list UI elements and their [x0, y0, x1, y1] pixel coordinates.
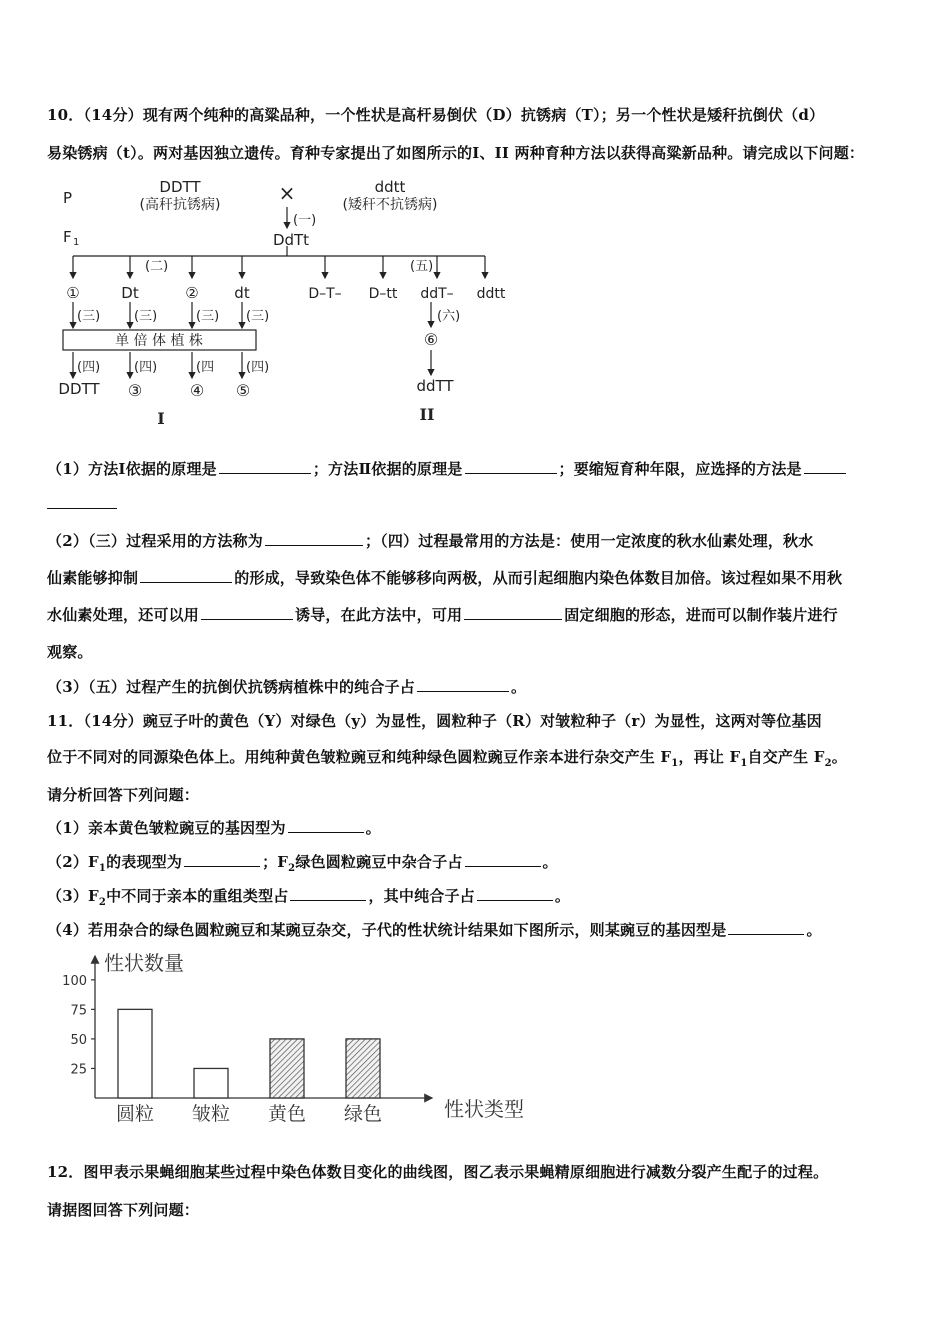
- q11-sub2-text-a: （2）F: [47, 853, 99, 871]
- product-4: ⑤: [235, 381, 251, 400]
- step-4-d: (四): [246, 360, 270, 375]
- step-3-d: (三): [246, 309, 270, 324]
- category-label-3: 绿色: [343, 1103, 383, 1125]
- answer-blank[interactable]: [290, 899, 366, 901]
- result-II: ddTT: [416, 377, 454, 395]
- parent2-genotype: ddtt: [374, 178, 406, 196]
- q11-sub3-text-b: 中不同于亲本的重组类型占: [106, 887, 289, 905]
- method-I-label: I: [157, 409, 165, 428]
- method-II-label: II: [419, 405, 435, 424]
- subscript: 1: [740, 758, 748, 769]
- subscript: 2: [98, 897, 107, 908]
- answer-blank[interactable]: [184, 865, 260, 867]
- answer-blank[interactable]: [464, 618, 562, 620]
- q10-sub2-text-a: （2）（三）过程采用的方法称为: [47, 532, 263, 550]
- step-1: (一): [293, 213, 317, 228]
- step-5: (五): [410, 259, 434, 274]
- bar-2: [270, 1039, 304, 1098]
- answer-blank[interactable]: [465, 865, 541, 867]
- q11-sub2-text-b: 的表现型为: [106, 853, 183, 871]
- q10-line1: 10．（14分）现有两个纯种的高粱品种，一个性状是高杆易倒伏（D）抗锈病（T）；另一个性状是矮秆抗倒伏（d）: [47, 106, 825, 124]
- answer-blank[interactable]: [201, 618, 293, 620]
- q11-sub3: [47, 885, 570, 908]
- category-label-1: 皱粒: [191, 1103, 231, 1125]
- step-6: (六): [437, 309, 461, 324]
- q10-sub2-text-b: ；（四）过程最常用的方法是：使用一定浓度的秋水仙素处理，秋水: [364, 532, 814, 550]
- q11-sub1-text-a: （1）亲本黄色皱粒豌豆的基因型为: [47, 819, 286, 837]
- product-2: ③: [127, 381, 143, 400]
- answer-blank[interactable]: [140, 581, 232, 583]
- parent2-desc: (矮秆不抗锈病): [342, 197, 438, 213]
- q11-line2-text-a: 位于不同对的同源染色体上。用纯种黄色皱粒豌豆和纯种绿色圆粒豌豆作亲本进行杂交产生 F: [47, 748, 672, 766]
- gamete-1: ①: [66, 284, 80, 302]
- y-axis-label: 性状数量: [104, 951, 184, 975]
- q10-sub1-text-c: ；要缩短育种年限，应选择的方法是: [558, 460, 802, 478]
- q11-sub3-text-d: 。: [554, 887, 571, 905]
- q11-sub4-text-b: 。: [806, 921, 822, 939]
- step-3-b: (三): [134, 309, 158, 324]
- y-tick-label: 25: [70, 1062, 87, 1078]
- q10-sub2-text-d: 的形成，导致染色体不能够移向两极，从而引起细胞内染色体数目加倍。该过程如果不用秋: [234, 569, 843, 587]
- parent1-genotype: DDTT: [159, 178, 201, 196]
- y-tick-label: 75: [70, 1003, 87, 1019]
- q10-sub2-text-c: 仙素能够抑制: [47, 569, 139, 587]
- subscript: 1: [98, 863, 107, 874]
- q11-line2-text-b: ，再让 F: [678, 748, 741, 766]
- product-3: ④: [189, 381, 205, 400]
- y-tick-label: 100: [62, 973, 87, 989]
- q10-sub3: [47, 676, 526, 697]
- q11-sub2-text-c: ；F: [262, 853, 289, 871]
- bar-1: [194, 1068, 228, 1098]
- trait-bar-chart: [60, 948, 550, 1133]
- q10-sub2-text-e: 水仙素处理，还可以用: [47, 606, 200, 624]
- q11-line3: 请分析回答下列问题：: [47, 786, 200, 804]
- answer-blank[interactable]: [219, 472, 311, 474]
- step-4-b: (四): [134, 360, 158, 375]
- q10-sub1-cont: [47, 495, 119, 513]
- q11-sub3-text-c: ，其中纯合子占: [368, 887, 475, 905]
- f2-type-4: ddtt: [476, 286, 506, 302]
- f2-type-1: D–T–: [308, 286, 342, 302]
- q10-sub2-line2: [47, 567, 842, 588]
- label-p: P: [63, 189, 73, 207]
- y-tick-label: 50: [70, 1032, 87, 1048]
- answer-blank[interactable]: [804, 472, 846, 474]
- q11-sub4: [47, 919, 822, 940]
- answer-blank[interactable]: [265, 544, 363, 546]
- step-2: (二): [145, 259, 169, 274]
- q11-sub4-text-a: （4）若用杂合的绿色圆粒豌豆和某豌豆杂交，子代的性状统计结果如下图所示，则某豌豆的基因型是: [47, 921, 727, 939]
- q10-sub2-text-g: 固定细胞的形态，进而可以制作装片进行: [564, 606, 838, 624]
- answer-blank[interactable]: [465, 472, 557, 474]
- label-f1-sub: 1: [73, 237, 80, 248]
- q12-line2: 请据图回答下列问题：: [47, 1201, 200, 1219]
- q10-sub1-text-a: （1）方法Ⅰ依据的原理是: [47, 460, 217, 478]
- bar-0: [118, 1009, 152, 1098]
- haploid-label: 单 倍 体 植 株: [115, 333, 203, 349]
- q11-line1: 11．（14分）豌豆子叶的黄色（Y）对绿色（y）为显性，圆粒种子（R）对皱粒种子（r）为显性，这两对等位基因: [47, 712, 822, 730]
- circle-6: ⑥: [423, 330, 439, 349]
- q11-line2-text-c: 自交产生 F: [747, 748, 825, 766]
- q10-sub2-line3: [47, 604, 838, 625]
- q11-sub2-text-e: 。: [542, 853, 558, 871]
- bar-3: [346, 1039, 380, 1098]
- q10-sub2-line1: [47, 530, 813, 551]
- step-3-a: (三): [77, 309, 101, 324]
- f2-type-3: ddT–: [420, 286, 454, 302]
- q10-sub3-text-a: （3）（五）过程产生的抗倒伏抗锈病植株中的纯合子占: [47, 678, 415, 696]
- q10-sub1: [47, 458, 848, 479]
- q10-line2: 易染锈病（t）。两对基因独立遗传。育种专家提出了如图所示的I、II 两种育种方法以获得高粱新品种。请完成以下问题：: [47, 144, 865, 162]
- answer-blank[interactable]: [47, 507, 117, 509]
- category-label-2: 黄色: [267, 1103, 307, 1125]
- q11-sub3-text-a: （3）F: [47, 887, 99, 905]
- q10-sub2-text-f: 诱导，在此方法中，可用: [295, 606, 463, 624]
- label-f1: F: [63, 228, 72, 246]
- category-label-0: 圆粒: [115, 1103, 155, 1125]
- answer-blank[interactable]: [728, 933, 804, 935]
- gamete-2: Dt: [121, 284, 139, 302]
- step-3-c: (三): [196, 309, 220, 324]
- q11-sub2: [47, 851, 558, 874]
- answer-blank[interactable]: [417, 690, 509, 692]
- gamete-4: dt: [234, 284, 250, 302]
- answer-blank[interactable]: [477, 899, 553, 901]
- q10-sub2-line4: 观察。: [47, 643, 93, 661]
- q10-sub1-text-b: ；方法Ⅱ依据的原理是: [312, 460, 463, 478]
- cross-symbol: ×: [278, 181, 296, 205]
- step-4-a: (四): [77, 360, 101, 375]
- f2-type-2: D–tt: [368, 286, 398, 302]
- subscript: 1: [671, 758, 679, 769]
- q12-line1: 12．图甲表示果蝇细胞某些过程中染色体数目变化的曲线图，图乙表示果蝇精原细胞进行减数分裂产生配子的过程。: [47, 1163, 829, 1181]
- breeding-diagram: [55, 172, 525, 437]
- q11-sub2-text-d: 绿色圆粒豌豆中杂合子占: [295, 853, 463, 871]
- x-axis-label: 性状类型: [444, 1097, 524, 1121]
- product-1: DDTT: [58, 380, 100, 398]
- q11-line2-text-d: 。: [831, 748, 847, 766]
- gamete-3: ②: [185, 284, 199, 302]
- f1-genotype: DdTt: [272, 231, 310, 249]
- step-4-c: (四: [196, 360, 215, 375]
- answer-blank[interactable]: [288, 831, 364, 833]
- q11-sub1-text-b: 。: [365, 819, 381, 837]
- subscript: 2: [288, 863, 296, 874]
- subscript: 2: [824, 758, 832, 769]
- q10-sub3-text-b: 。: [510, 678, 527, 696]
- q11-sub1: [47, 817, 381, 838]
- parent1-desc: (高秆抗锈病): [139, 197, 221, 213]
- q11-line2: [47, 746, 847, 769]
